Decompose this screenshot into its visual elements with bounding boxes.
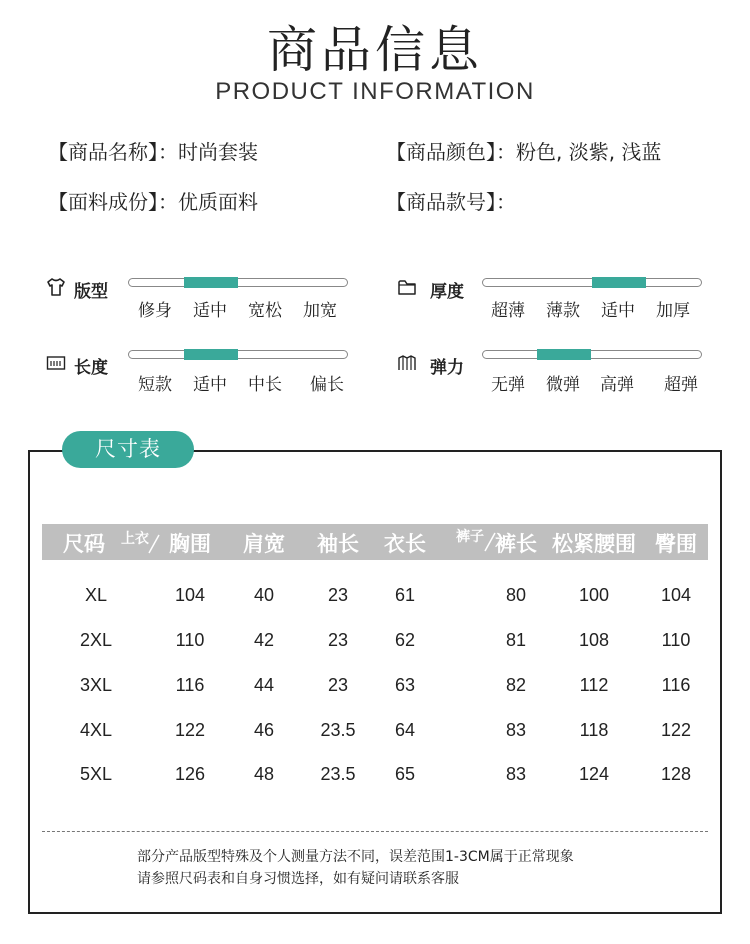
length-scale (128, 350, 348, 359)
thickness-option: 加厚 (656, 301, 690, 321)
product-fabric: 【面料成份】：优质面料 (48, 190, 258, 214)
table-cell: 83 (505, 720, 527, 740)
product-model: 【商品款号】： (386, 190, 516, 214)
table-cell: 124 (578, 764, 610, 784)
thickness-scale (482, 278, 702, 287)
table-cell: 83 (505, 764, 527, 784)
thickness-option: 超薄 (491, 301, 525, 321)
table-cell: 100 (578, 585, 610, 605)
elasticity-scale (482, 350, 702, 359)
fit-option: 适中 (193, 301, 227, 321)
table-cell: 80 (505, 585, 527, 605)
table-cell: 81 (505, 630, 527, 650)
header-top-group: 上衣 (121, 531, 149, 547)
header-sleeve: 袖长 (317, 532, 359, 556)
header-top-length: 衣长 (384, 532, 426, 556)
elasticity-option: 高弹 (600, 375, 634, 395)
table-cell: 63 (394, 675, 416, 695)
ruler-icon (46, 353, 66, 373)
size-label: 4XL (79, 720, 113, 740)
elasticity-option: 微弹 (546, 375, 580, 395)
thickness-option: 适中 (601, 301, 635, 321)
size-label: XL (84, 585, 108, 605)
header-chest: 胸围 (169, 532, 211, 556)
size-table-frame (28, 450, 722, 914)
table-cell: 110 (661, 630, 691, 650)
size-label: 5XL (79, 764, 113, 784)
elastic-icon (397, 353, 417, 373)
size-label: 2XL (79, 630, 113, 650)
table-cell: 23 (327, 585, 349, 605)
thickness-label: 厚度 (430, 282, 464, 302)
table-cell: 112 (579, 675, 609, 695)
header-waist: 松紧腰围 (552, 532, 636, 556)
length-label: 长度 (74, 358, 108, 378)
fit-scale (128, 278, 348, 287)
table-cell: 108 (578, 630, 610, 650)
length-option: 适中 (193, 375, 227, 395)
table-cell: 116 (661, 675, 691, 695)
header-slash-icon (148, 534, 160, 554)
elasticity-label: 弹力 (430, 358, 464, 378)
folder-icon (397, 277, 417, 297)
header-pants-group: 裤子 (456, 529, 484, 545)
fit-option: 加宽 (303, 301, 337, 321)
table-cell: 23 (327, 630, 349, 650)
fit-option: 修身 (138, 301, 172, 321)
header-size: 尺码 (63, 532, 105, 556)
table-cell: 122 (660, 720, 692, 740)
tshirt-icon (46, 277, 66, 297)
table-cell: 110 (175, 630, 205, 650)
length-option: 偏长 (310, 375, 344, 395)
table-cell: 46 (253, 720, 275, 740)
page-subtitle: PRODUCT INFORMATION (215, 78, 535, 105)
table-cell: 104 (174, 585, 206, 605)
header-pants-length: 裤长 (495, 532, 537, 556)
header-hip: 臀围 (655, 532, 697, 556)
table-cell: 48 (253, 764, 275, 784)
table-cell: 82 (505, 675, 527, 695)
elasticity-option: 无弹 (491, 375, 525, 395)
size-table-tab: 尺寸表 (62, 431, 194, 468)
length-scale-fill (184, 349, 238, 360)
table-cell: 62 (394, 630, 416, 650)
table-cell: 42 (253, 630, 275, 650)
length-option: 中长 (248, 375, 282, 395)
table-cell: 23 (327, 675, 349, 695)
note-line-1: 部分产品版型特殊及个人测量方法不同，误差范围1-3CM属于正常现象 (137, 849, 574, 865)
fit-scale-fill (184, 277, 238, 288)
table-cell: 118 (579, 720, 609, 740)
fit-option: 宽松 (248, 301, 282, 321)
page-title: 商品信息 (267, 21, 483, 79)
table-cell: 23.5 (320, 764, 356, 784)
thickness-scale-fill (592, 277, 646, 288)
elasticity-scale-fill (537, 349, 591, 360)
table-cell: 104 (660, 585, 692, 605)
table-cell: 44 (253, 675, 275, 695)
thickness-option: 薄款 (546, 301, 580, 321)
table-cell: 122 (174, 720, 206, 740)
size-label: 3XL (79, 675, 113, 695)
table-cell: 23.5 (320, 720, 356, 740)
header-shoulder: 肩宽 (243, 532, 285, 556)
product-color: 【商品颜色】：粉色, 淡紫, 浅蓝 (386, 140, 662, 164)
product-name: 【商品名称】：时尚套装 (48, 140, 258, 164)
fit-label: 版型 (74, 282, 108, 302)
note-line-2: 请参照尺码表和自身习惯选择，如有疑问请联系客服 (137, 871, 459, 887)
table-cell: 65 (394, 764, 416, 784)
table-cell: 64 (394, 720, 416, 740)
table-cell: 40 (253, 585, 275, 605)
table-cell: 61 (394, 585, 416, 605)
table-cell: 126 (174, 764, 206, 784)
table-cell: 128 (660, 764, 692, 784)
table-cell: 116 (175, 675, 205, 695)
divider (42, 831, 708, 832)
length-option: 短款 (138, 375, 172, 395)
elasticity-option: 超弹 (664, 375, 698, 395)
